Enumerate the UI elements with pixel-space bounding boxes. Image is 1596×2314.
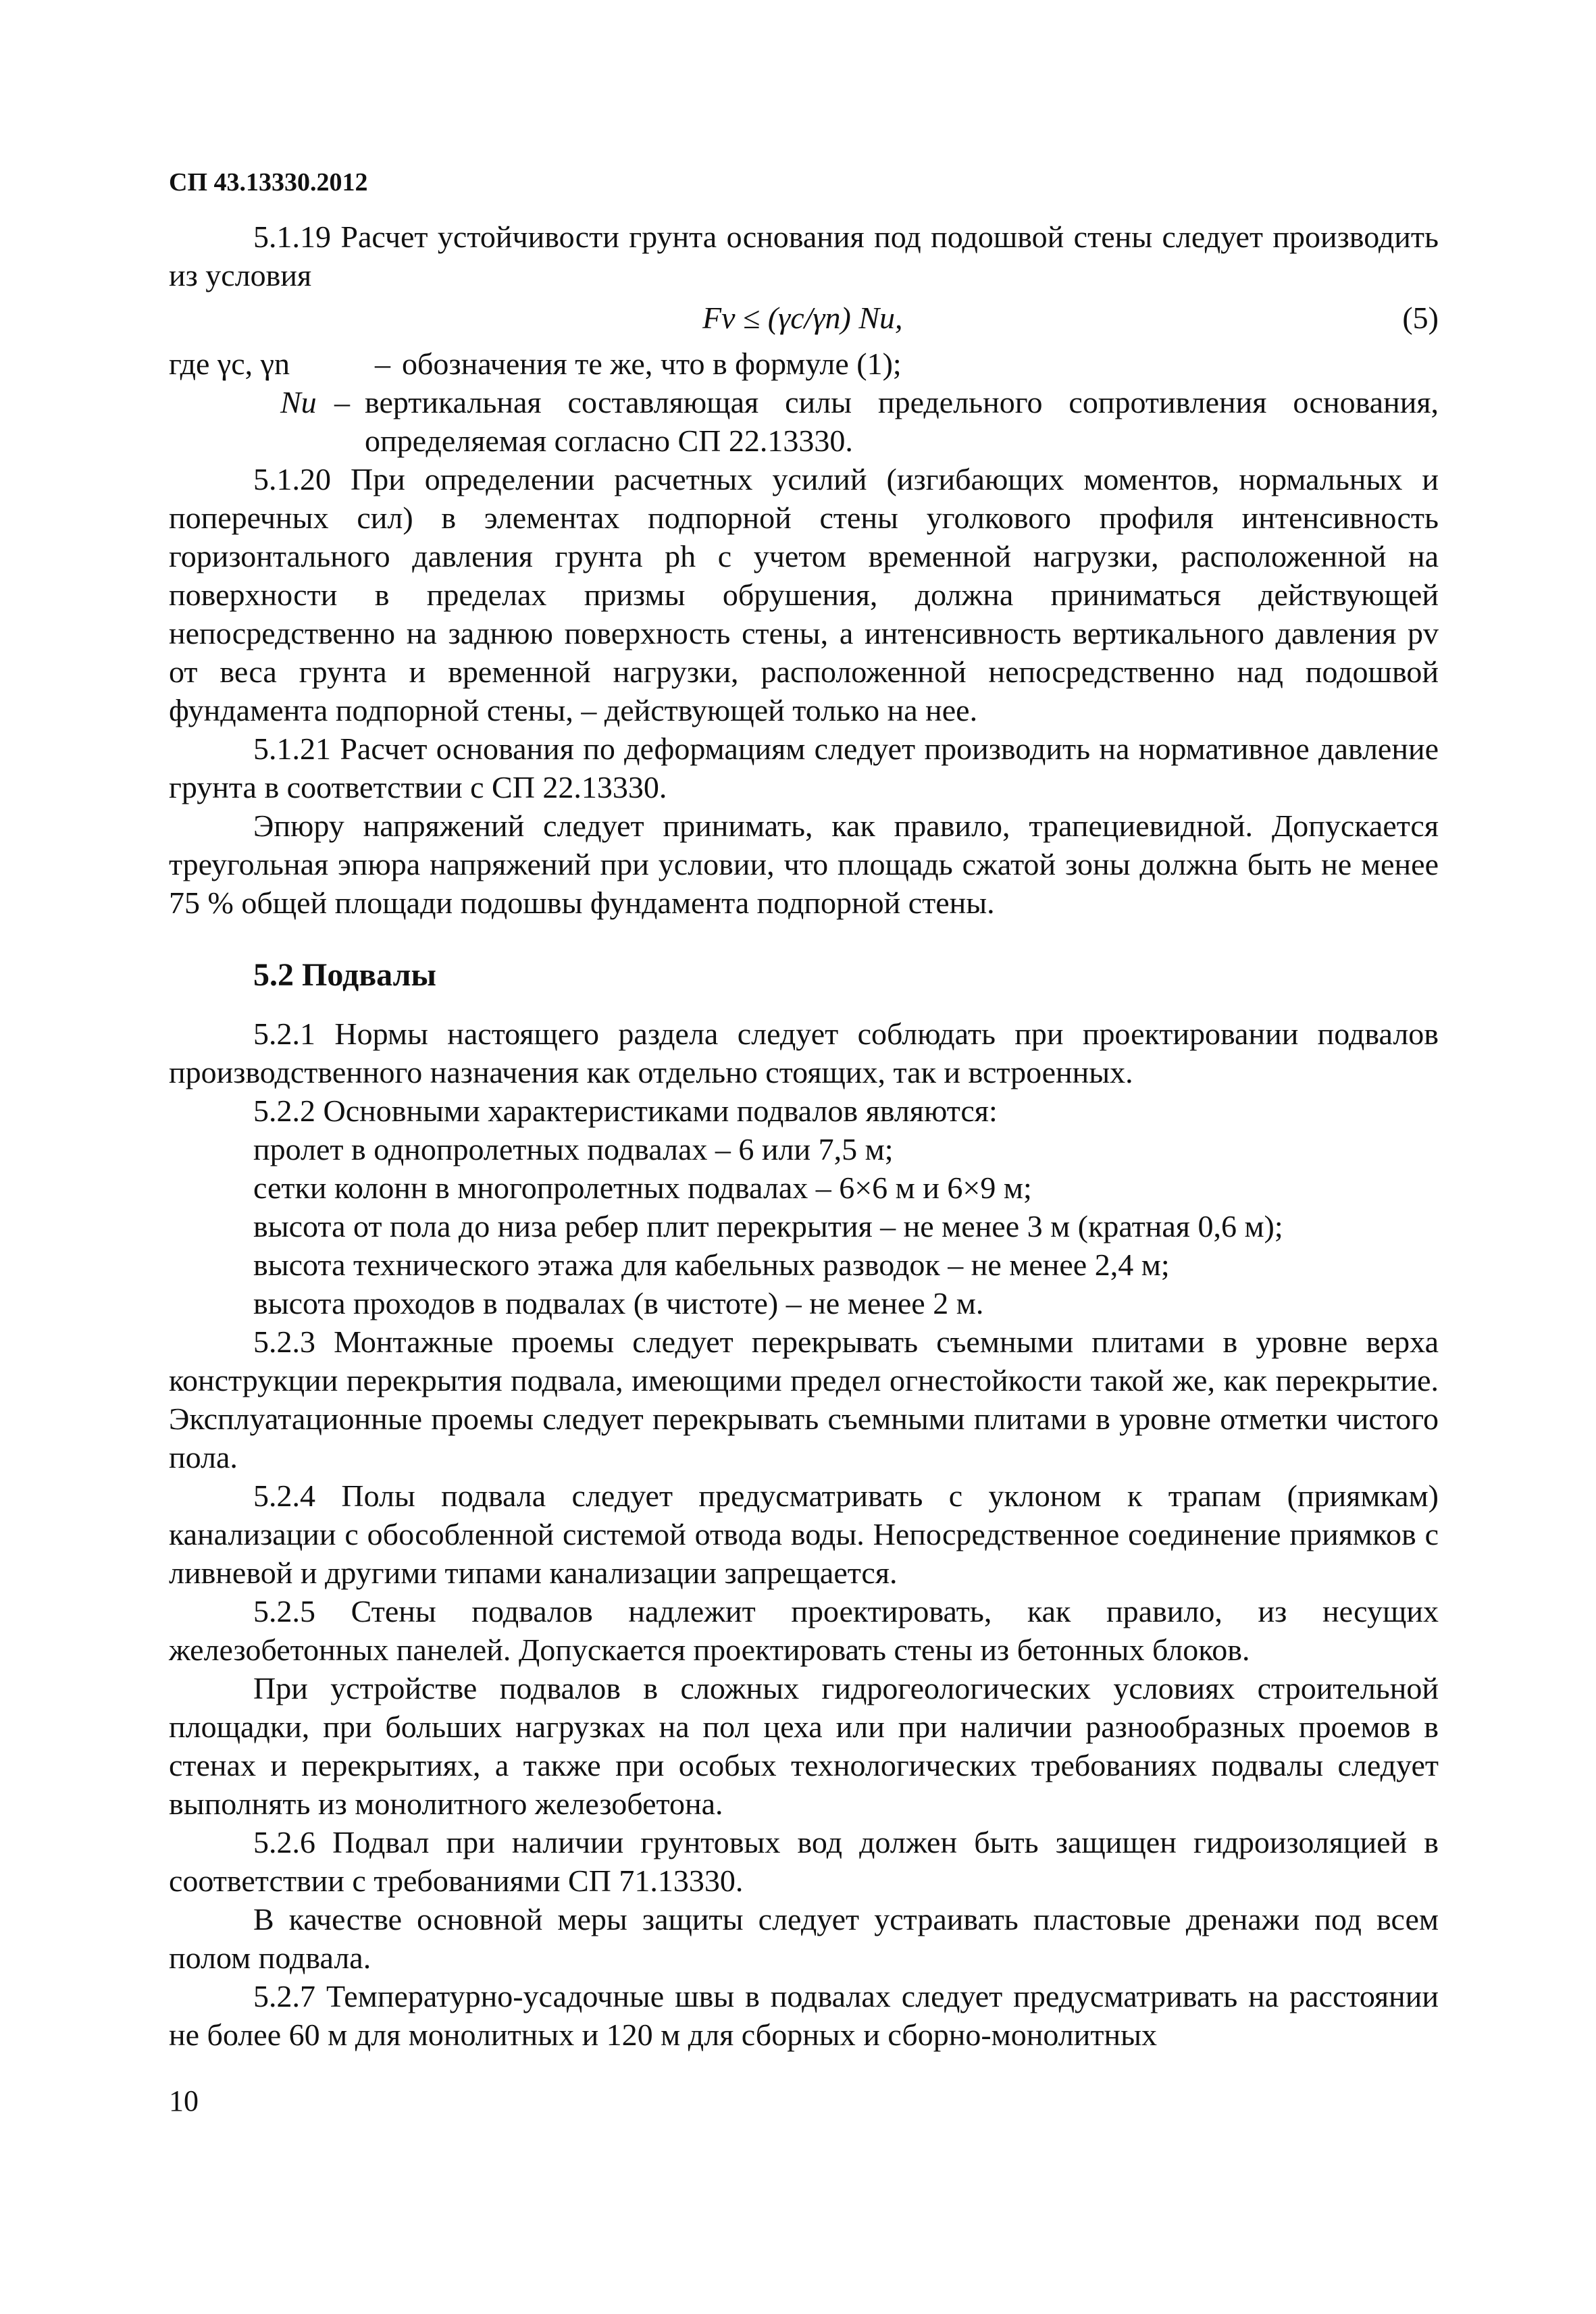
formula-number: (5)	[1402, 301, 1439, 335]
paragraph-5-2-5: 5.2.5 Стены подвалов надлежит проектировать, как правило, из несущих железобетонных панелей. Допускается проектировать стены из бетонных блоков.	[169, 1594, 1439, 1667]
paragraph-5-2-6-continued: В качестве основной меры защиты следует устраивать пластовые дренажи под всем полом подвала.	[169, 1902, 1439, 1975]
document-body	[169, 217, 1439, 2054]
paragraph-5-2-6: 5.2.6 Подвал при наличии грунтовых вод должен быть защищен гидроизоляцией в соответствии с требованиями СП 71.13330.	[169, 1825, 1439, 1898]
legend-text-gamma: обозначения те же, что в формуле (1);	[402, 346, 902, 381]
paragraph-5-2-3: 5.2.3 Монтажные проемы следует перекрывать съемными плитами в уровне верха конструкции перекрытия подвала, имеющими предел огнестойкости такой же, как перекрытие. Эксплуатационные проемы следует перекрывать съемными плитами в уровне отметки чистого пола.	[169, 1325, 1439, 1474]
legend-dash: –	[334, 385, 350, 419]
paragraph-5-2-1: 5.2.1 Нормы настоящего раздела следует соблюдать при проектировании подвалов производственного назначения как отдельно стоящих, так и встроенных.	[169, 1017, 1439, 1089]
paragraph-5-2-4: 5.2.4 Полы подвала следует предусматривать с уклоном к трапам (приямкам) канализации с обособленной системой отвода воды. Непосредственное соединение приямков с ливневой и другими типами канализации запрещается.	[169, 1479, 1439, 1590]
formula-5: Fv ≤ (γc/γn) Nu,	[702, 301, 903, 335]
legend-symbol-gamma: где γc, γn	[169, 346, 290, 381]
legend-text-nu: вертикальная составляющая силы предельного сопротивления основания, определяемая согласно СП 22.13330.	[365, 385, 1439, 458]
paragraph-5-1-20: 5.1.20 При определении расчетных усилий (изгибающих моментов, нормальных и поперечных сил) в элементах подпорной стены уголкового профиля интенсивность горизонтального давления грунта ph с учетом временной нагрузки, расположенной на поверхности в пределах призмы обрушения, должна приниматься действующей непосредственно на заднюю поверхность стены, а интенсивность вертикального давления pv от веса грунта и временной нагрузки, расположенной непосредственно над подошвой фундамента подпорной стены, – действующей только на нее.	[169, 462, 1439, 727]
list-item: сетки колонн в многопролетных подвалах – 6×6 м и 6×9 м;	[253, 1171, 1032, 1205]
paragraph-epure: Эпюру напряжений следует принимать, как правило, трапециевидной. Допускается треугольная эпюра напряжений при условии, что площадь сжатой зоны должна быть не менее 75 % общей площади подошвы фундамента подпорной стены.	[169, 808, 1439, 920]
page-number: 10	[169, 2084, 199, 2117]
list-item: высота проходов в подвалах (в чистоте) – не менее 2 м.	[253, 1286, 984, 1320]
formula-row	[169, 294, 1439, 344]
paragraph-5-1-21: 5.1.21 Расчет основания по деформациям следует производить на нормативное давление грунта в соответствии с СП 22.13330.	[169, 731, 1439, 804]
paragraph-5-2-7: 5.2.7 Температурно-усадочные швы в подвалах следует предусматривать на расстоянии не более 60 м для монолитных и 120 м для сборных и сборно-монолитных	[169, 1979, 1439, 2052]
legend-dash: –	[375, 346, 390, 381]
paragraph-5-2-2: 5.2.2 Основными характеристиками подвалов являются:	[253, 1094, 998, 1128]
section-heading-5-2: 5.2 Подвалы	[253, 957, 436, 993]
formula-legend-1	[169, 344, 1439, 383]
formula-legend-2	[169, 383, 1439, 460]
legend-symbol-nu: Nu	[280, 385, 317, 419]
list-item: высота от пола до низа ребер плит перекрытия – не менее 3 м (кратная 0,6 м);	[253, 1209, 1283, 1243]
document-code-header: СП 43.13330.2012	[169, 168, 368, 197]
list-item: пролет в однопролетных подвалах – 6 или 7,5 м;	[253, 1132, 894, 1166]
paragraph-5-1-19: 5.1.19 Расчет устойчивости грунта основания под подошвой стены следует производить из условия	[169, 220, 1439, 292]
list-item: высота технического этажа для кабельных разводок – не менее 2,4 м;	[253, 1248, 1170, 1282]
paragraph-5-2-5-continued: При устройстве подвалов в сложных гидрогеологических условиях строительной площадки, при больших нагрузках на пол цеха или при наличии разнообразных проемов в стенах и перекрытиях, а также при особых технологических требованиях подвалы следует выполнять из монолитного железобетона.	[169, 1671, 1439, 1821]
